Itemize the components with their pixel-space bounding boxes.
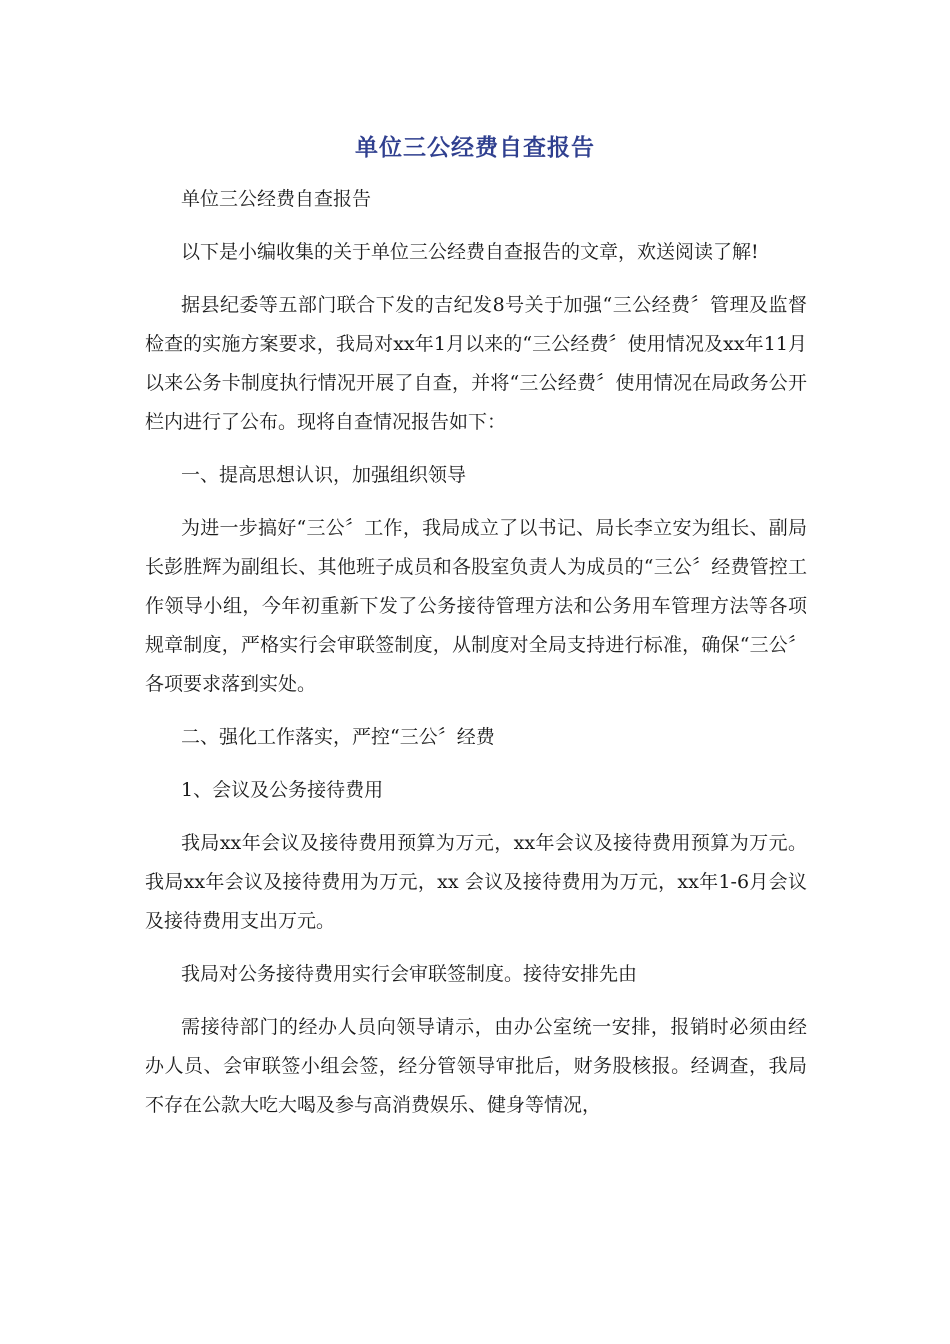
section-heading-2: 二、强化工作落实，严控“三公〞经费 <box>181 726 495 748</box>
subsection-heading-1: 1、会议及公务接待费用 <box>181 779 384 801</box>
paragraph-background: 据县纪委等五部门联合下发的吉纪发8号关于加强“三公经费〞管理及监督检查的实施方案要求，我局对xx年1月以来的“三公经费〞使用情况及xx年11月以来公务卡制度执行情况开展了自查，并将“三公经费〞使用情况在局政务公开栏内进行了公布。现将自查情况报告如下： <box>145 294 807 433</box>
paragraph-budget: 我局xx年会议及接待费用预算为万元，xx年会议及接待费用预算为万元。我局xx年会议及接待费用为万元，xx 会议及接待费用为万元，xx年1-6月会议及接待费用支出万元。 <box>145 832 807 932</box>
document-body <box>145 180 807 1139</box>
paragraph-intro: 以下是小编收集的关于单位三公经费自查报告的文章，欢送阅读了解! <box>181 241 759 263</box>
section-heading-1: 一、提高思想认识，加强组织领导 <box>181 464 467 486</box>
paragraph-subtitle: 单位三公经费自查报告 <box>181 188 372 210</box>
paragraph-reception-policy: 我局对公务接待费用实行会审联签制度。接待安排先由 <box>181 963 638 985</box>
paragraph-reception-procedure: 需接待部门的经办人员向领导请示，由办公室统一安排，报销时必须由经办人员、会审联签小组会签，经分管领导审批后，财务股核报。经调查，我局不存在公款大吃大喝及参与高消费娱乐、健身等情况， <box>145 1016 807 1116</box>
paragraph-leadership: 为进一步搞好“三公〞工作，我局成立了以书记、局长李立安为组长、副局长彭胜辉为副组长、其他班子成员和各股室负责人为成员的“三公〞经费管控工作领导小组，今年初重新下发了公务接待管理方法和公务用车管理方法等各项规章制度，严格实行会审联签制度，从制度对全局支持进行标准，确保“三公〞各项要求落到实处。 <box>145 517 807 695</box>
document-title: 单位三公经费自查报告 <box>355 135 595 161</box>
